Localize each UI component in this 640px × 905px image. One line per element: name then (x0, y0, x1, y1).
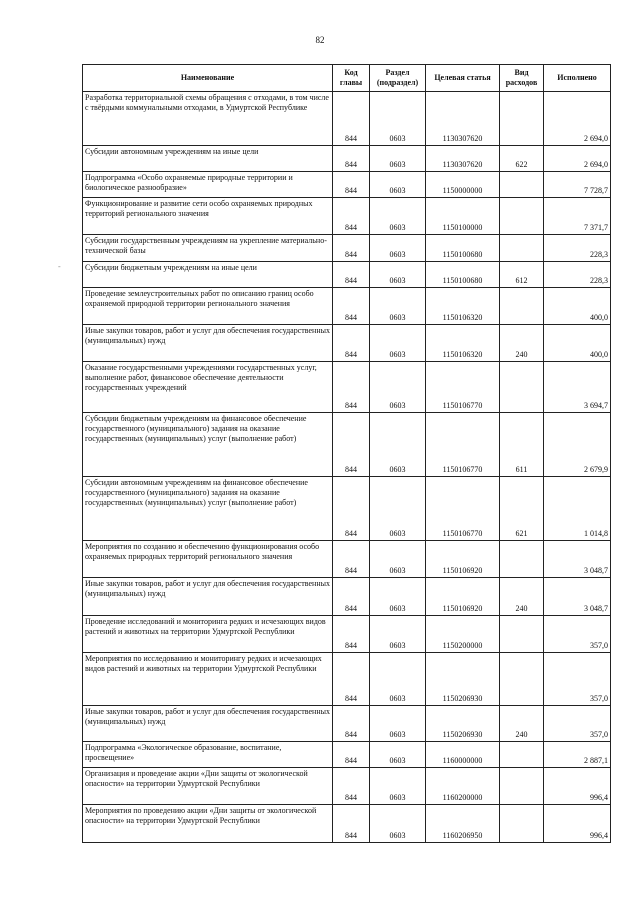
cell-amount: 2 679,9 (544, 413, 611, 477)
table-row (83, 805, 611, 843)
cell-section: 0603 (370, 146, 426, 172)
cell-section: 0603 (370, 742, 426, 768)
table-row (83, 235, 611, 262)
cell-amount: 228,3 (544, 235, 611, 262)
cell-amount: 996,4 (544, 768, 611, 805)
cell-name: Субсидии бюджетным учреждениям на финансовое обеспечение государственного (муниципального) задания на оказание государственных (муниципальных) услуг (выполнение работ) (83, 413, 333, 477)
cell-name: Подпрограмма «Экологическое образование, воспитание, просвещение» (83, 742, 333, 768)
cell-code: 844 (333, 235, 370, 262)
cell-kind: 240 (500, 706, 544, 742)
cell-section: 0603 (370, 805, 426, 843)
cell-name: Иные закупки товаров, работ и услуг для обеспечения государственных (муниципальных) нужд (83, 706, 333, 742)
cell-section: 0603 (370, 288, 426, 325)
cell-kind: 622 (500, 146, 544, 172)
cell-target: 1160206950 (426, 805, 500, 843)
table-row (83, 541, 611, 578)
budget-table (82, 64, 611, 843)
cell-name: Субсидии государственным учреждениям на укрепление материально-технической базы (83, 235, 333, 262)
cell-target: 1150106770 (426, 413, 500, 477)
cell-section: 0603 (370, 413, 426, 477)
cell-target: 1160200000 (426, 768, 500, 805)
cell-target: 1150200000 (426, 616, 500, 653)
cell-target: 1150106770 (426, 477, 500, 541)
table-row (83, 146, 611, 172)
cell-name: Проведение землеустроительных работ по описанию границ особо охраняемой природной территории регионального значения (83, 288, 333, 325)
cell-section: 0603 (370, 325, 426, 362)
cell-kind (500, 92, 544, 146)
cell-section: 0603 (370, 262, 426, 288)
cell-amount: 357,0 (544, 706, 611, 742)
cell-kind: 240 (500, 578, 544, 616)
cell-section: 0603 (370, 235, 426, 262)
cell-amount: 400,0 (544, 325, 611, 362)
cell-code: 844 (333, 172, 370, 198)
cell-name: Субсидии бюджетным учреждениям на иные цели (83, 262, 333, 288)
cell-kind (500, 742, 544, 768)
table-row (83, 262, 611, 288)
table-row (83, 706, 611, 742)
cell-kind (500, 172, 544, 198)
cell-section: 0603 (370, 653, 426, 706)
table-row (83, 616, 611, 653)
cell-amount: 357,0 (544, 653, 611, 706)
table-row (83, 362, 611, 413)
margin-mark: - (58, 262, 61, 271)
cell-section: 0603 (370, 768, 426, 805)
cell-code: 844 (333, 541, 370, 578)
cell-kind: 621 (500, 477, 544, 541)
cell-name: Подпрограмма «Особо охраняемые природные территории и биологическое разнообразие» (83, 172, 333, 198)
cell-code: 844 (333, 288, 370, 325)
cell-code: 844 (333, 262, 370, 288)
table-row (83, 413, 611, 477)
header-target: Целевая статья (426, 65, 500, 92)
cell-section: 0603 (370, 578, 426, 616)
cell-name: Мероприятия по созданию и обеспечению функционирования особо охраняемых природных территорий регионального значения (83, 541, 333, 578)
cell-section: 0603 (370, 541, 426, 578)
table-row (83, 477, 611, 541)
cell-kind (500, 198, 544, 235)
cell-amount: 996,4 (544, 805, 611, 843)
cell-section: 0603 (370, 92, 426, 146)
table-row (83, 92, 611, 146)
header-row (83, 65, 611, 92)
cell-target: 1150106920 (426, 578, 500, 616)
cell-target: 1150106920 (426, 541, 500, 578)
cell-section: 0603 (370, 616, 426, 653)
header-section: Раздел (подраздел) (370, 65, 426, 92)
cell-code: 844 (333, 477, 370, 541)
cell-name: Функционирование и развитие сети особо охраняемых природных территорий регионального значения (83, 198, 333, 235)
table-row (83, 172, 611, 198)
cell-kind (500, 362, 544, 413)
cell-kind (500, 616, 544, 653)
cell-target: 1160000000 (426, 742, 500, 768)
cell-kind (500, 805, 544, 843)
cell-amount: 2 694,0 (544, 146, 611, 172)
cell-name: Иные закупки товаров, работ и услуг для обеспечения государственных (муниципальных) нужд (83, 325, 333, 362)
cell-name: Разработка территориальной схемы обращения с отходами, в том числе с твёрдыми коммунальными отходами, в Удмуртской Республике (83, 92, 333, 146)
page-number: 82 (315, 35, 325, 45)
cell-amount: 3 048,7 (544, 578, 611, 616)
cell-kind (500, 541, 544, 578)
table-row (83, 198, 611, 235)
cell-section: 0603 (370, 198, 426, 235)
cell-code: 844 (333, 653, 370, 706)
cell-target: 1150106320 (426, 325, 500, 362)
cell-name: Мероприятия по проведению акции «Дни защиты от экологической опасности» на территории Удмуртской Республики (83, 805, 333, 843)
table-row (83, 288, 611, 325)
cell-target: 1130307620 (426, 146, 500, 172)
table-row (83, 578, 611, 616)
cell-amount: 1 014,8 (544, 477, 611, 541)
cell-target: 1150106320 (426, 288, 500, 325)
cell-target: 1150000000 (426, 172, 500, 198)
cell-code: 844 (333, 362, 370, 413)
cell-kind (500, 768, 544, 805)
header-name: Наименование (83, 65, 333, 92)
cell-name: Субсидии автономным учреждениям на финансовое обеспечение государственного (муниципального) задания на оказание государственных (муниципальных) услуг (выполнение работ) (83, 477, 333, 541)
cell-amount: 228,3 (544, 262, 611, 288)
cell-code: 844 (333, 706, 370, 742)
table-row (83, 768, 611, 805)
cell-target: 1150100000 (426, 198, 500, 235)
cell-kind (500, 653, 544, 706)
header-amount: Исполнено (544, 65, 611, 92)
cell-kind: 240 (500, 325, 544, 362)
cell-code: 844 (333, 413, 370, 477)
cell-amount: 357,0 (544, 616, 611, 653)
cell-section: 0603 (370, 362, 426, 413)
cell-amount: 400,0 (544, 288, 611, 325)
cell-amount: 2 887,1 (544, 742, 611, 768)
cell-name: Мероприятия по исследованию и мониторингу редких и исчезающих видов растений и животных на территории Удмуртской Республики (83, 653, 333, 706)
cell-name: Оказание государственными учреждениями государственных услуг, выполнение работ, финансовое обеспечение деятельности государственных учреждений (83, 362, 333, 413)
cell-name: Иные закупки товаров, работ и услуг для обеспечения государственных (муниципальных) нужд (83, 578, 333, 616)
cell-code: 844 (333, 616, 370, 653)
cell-target: 1150206930 (426, 706, 500, 742)
cell-code: 844 (333, 325, 370, 362)
cell-code: 844 (333, 578, 370, 616)
cell-code: 844 (333, 92, 370, 146)
cell-name: Проведение исследований и мониторинга редких и исчезающих видов растений и животных на территории Удмуртской Республики (83, 616, 333, 653)
cell-section: 0603 (370, 477, 426, 541)
cell-code: 844 (333, 768, 370, 805)
table-row (83, 742, 611, 768)
cell-code: 844 (333, 805, 370, 843)
table-row (83, 653, 611, 706)
cell-amount: 7 371,7 (544, 198, 611, 235)
cell-kind (500, 288, 544, 325)
cell-name: Субсидии автономным учреждениям на иные цели (83, 146, 333, 172)
cell-code: 844 (333, 742, 370, 768)
cell-kind: 611 (500, 413, 544, 477)
cell-amount: 7 728,7 (544, 172, 611, 198)
cell-kind (500, 235, 544, 262)
cell-section: 0603 (370, 172, 426, 198)
cell-section: 0603 (370, 706, 426, 742)
cell-target: 1150100680 (426, 262, 500, 288)
header-code: Код главы (333, 65, 370, 92)
cell-amount: 3 694,7 (544, 362, 611, 413)
cell-target: 1150106770 (426, 362, 500, 413)
table-row (83, 325, 611, 362)
cell-name: Организация и проведение акции «Дни защиты от экологической опасности» на территории Удмуртской Республики (83, 768, 333, 805)
header-kind: Вид расходов (500, 65, 544, 92)
cell-kind: 612 (500, 262, 544, 288)
cell-amount: 3 048,7 (544, 541, 611, 578)
cell-target: 1130307620 (426, 92, 500, 146)
cell-target: 1150100680 (426, 235, 500, 262)
cell-code: 844 (333, 198, 370, 235)
cell-target: 1150206930 (426, 653, 500, 706)
cell-amount: 2 694,0 (544, 92, 611, 146)
cell-code: 844 (333, 146, 370, 172)
